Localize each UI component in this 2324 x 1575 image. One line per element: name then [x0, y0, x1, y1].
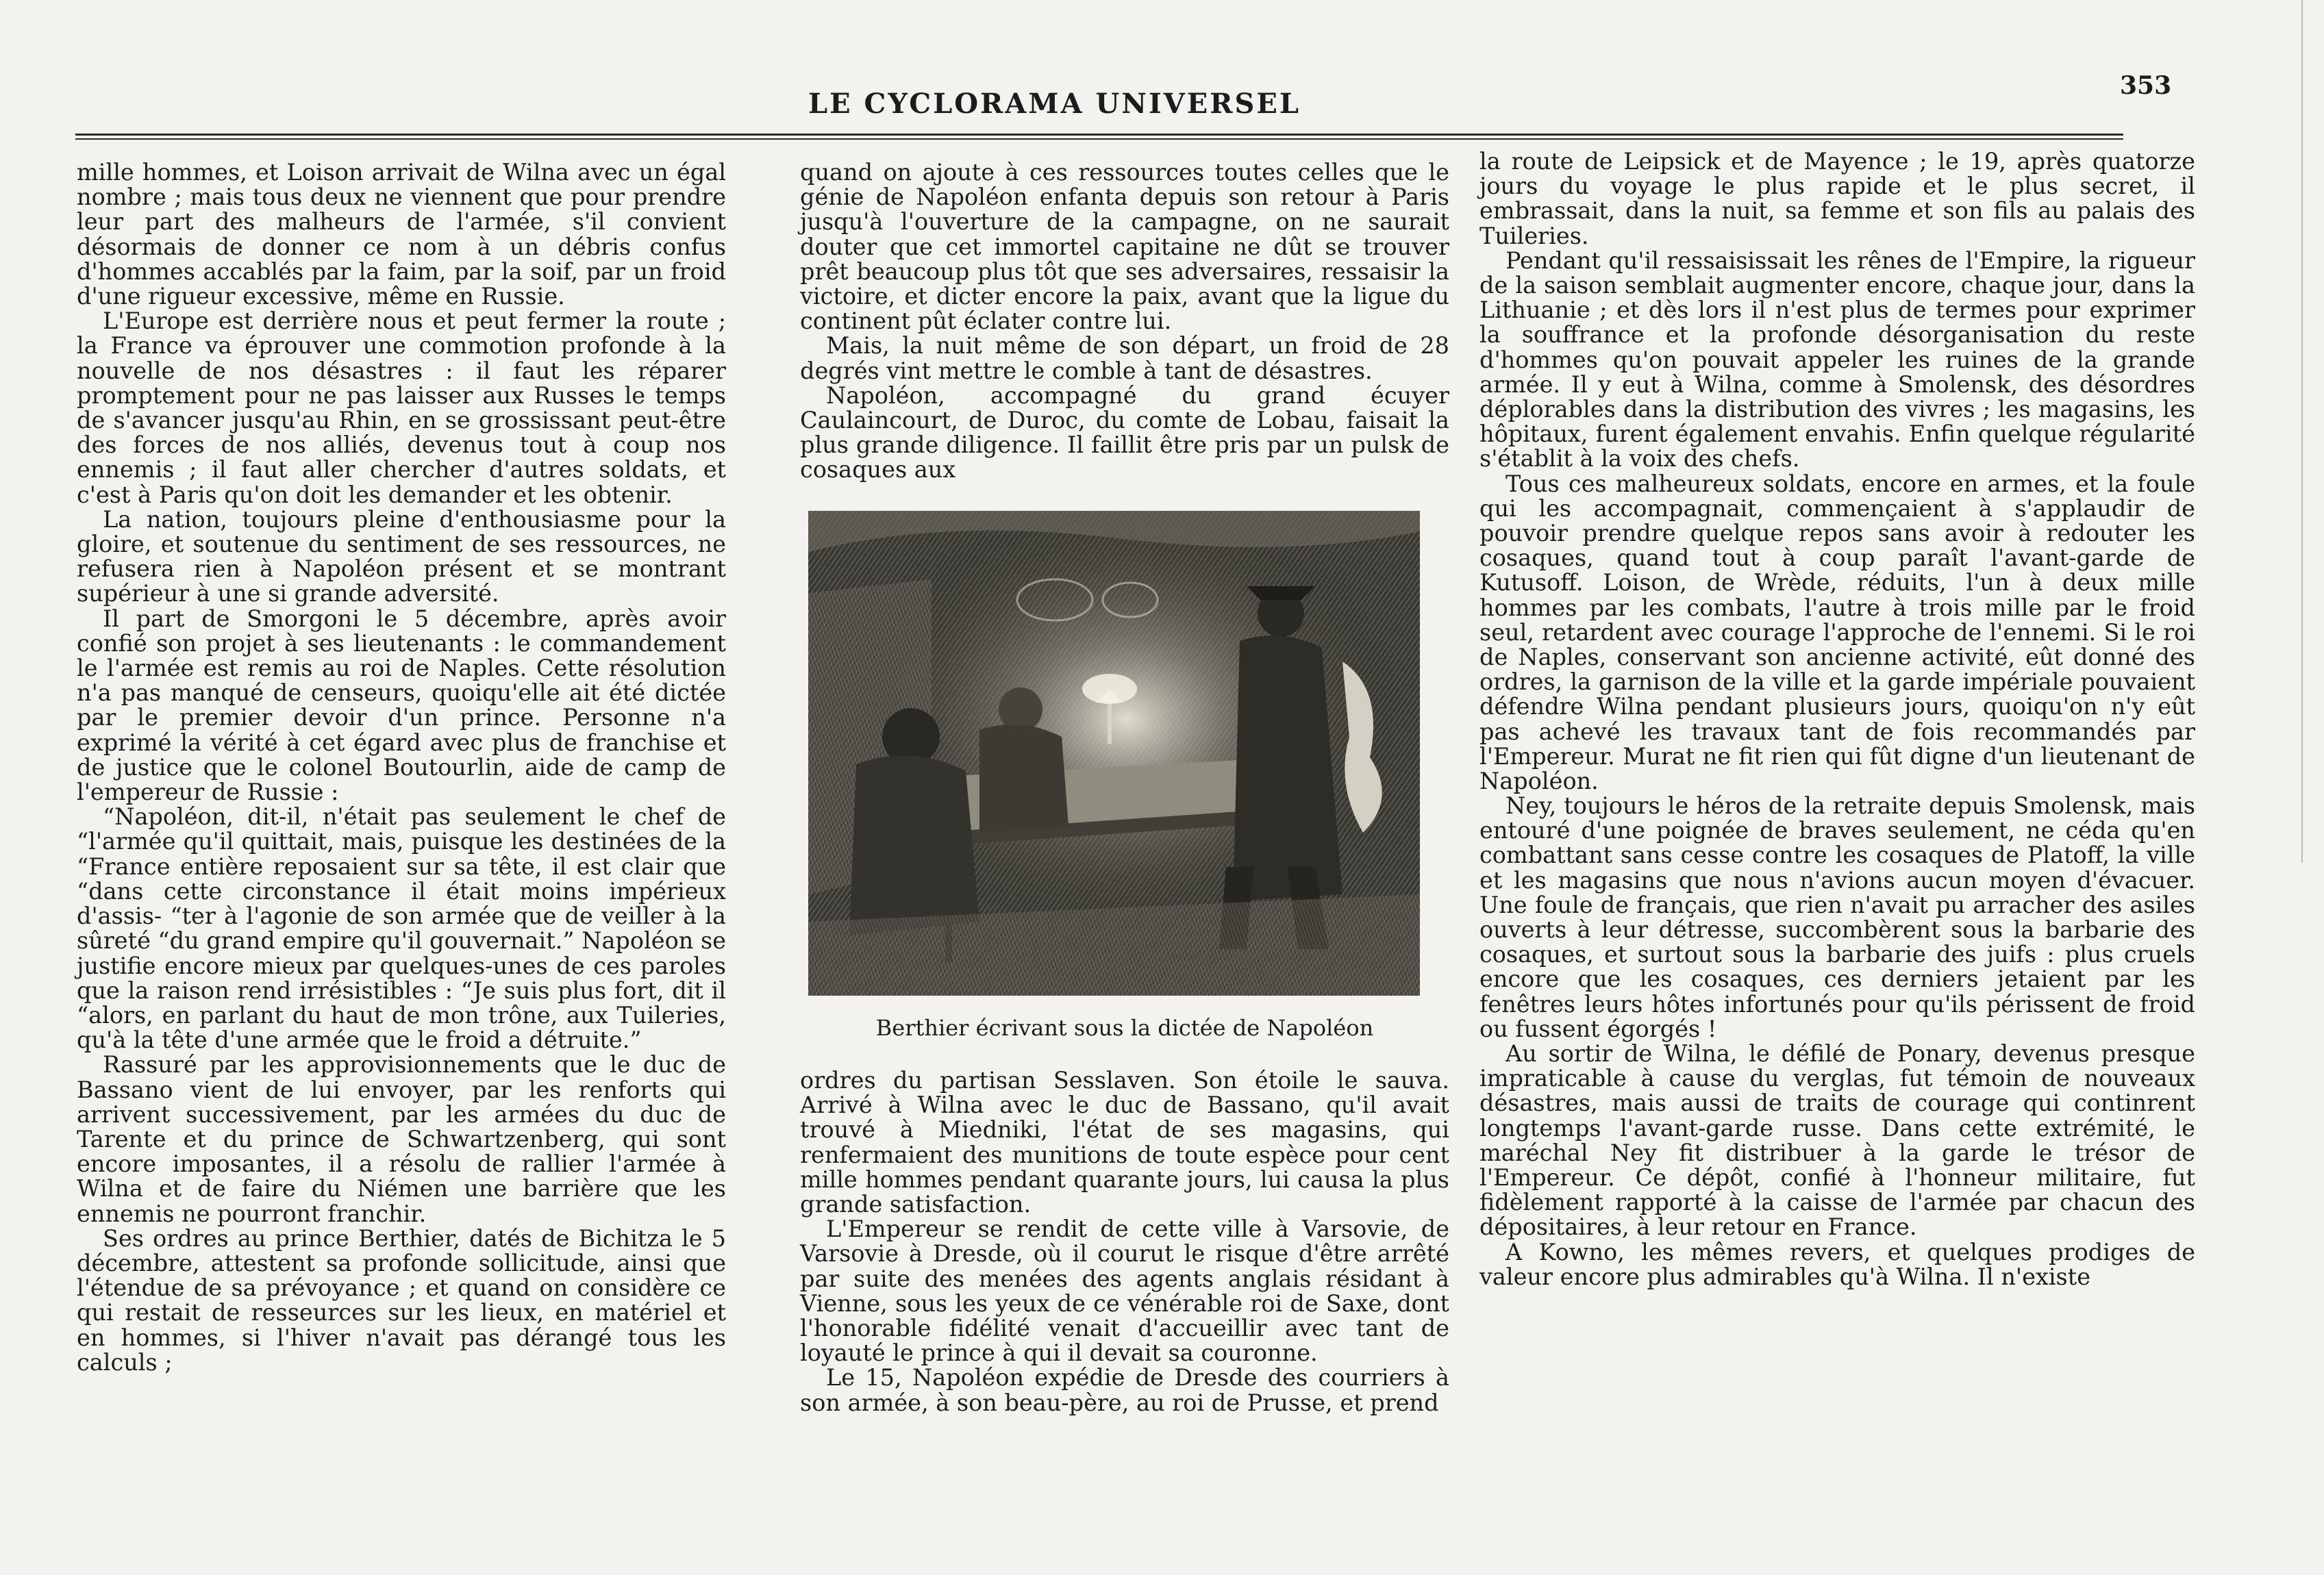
column-3-bottom: [1479, 794, 2195, 1289]
paragraph: Le 15, Napoléon expédie de Dresde des courriers à son armée, à son beau-père, au roi de Prusse, et prend: [800, 1364, 1449, 1416]
paragraph: Pendant qu'il ressaisissait les rênes de l'Empire, la rigueur de la saison semblait augmenter encore, chaque jour, dans la Lithuanie ; et dès lors il n'est plus de termes pour exprimer la souffrance et la profonde désorganisation du reste d'hommes qu'on pouvait appeler les ruines de la grande armée. Il y eut à Wilna, comme à Smolensk, des désordres déplorables dans la distribution des vivres ; les magasins, les hôpitaux, furent également envahis. Enfin quelque régularité s'établit à la voix des chefs.: [1479, 247, 2195, 473]
page-number: 353: [2120, 71, 2172, 100]
engraving-scene: [808, 511, 1420, 996]
paragraph: Il part de Smorgoni le 5 décembre, après avoir confié son projet à ses lieutenants : le commandement le l'armée est remis au roi de Naples. Cette résolution n'a pas manqué de censeurs, quoiqu'elle ait été dictée par le premier devoir d'un prince. Personne n'a exprimé la vérité à cet égard avec plus de franchise et de justice que le colonel Boutourlin, aide de camp de l'empereur de Russie :: [77, 605, 726, 806]
column-2-bottom: [800, 1068, 1449, 1415]
paragraph: Rassuré par les approvisionnements que le duc de Bassano vient de lui envoyer, par les renforts qui arrivent successivement, par les armées du duc de Tarente et du prince de Schwartzenberg, qui sont encore imposantes, il a résolu de rallier l'armée à Wilna et de faire du Niémen une barrière que les ennemis ne pourront franchir.: [77, 1051, 726, 1227]
paragraph: quand on ajoute à ces ressources toutes celles que le génie de Napoléon enfanta depuis son retour à Paris jusqu'à l'ouverture de la campagne, on ne saurait douter que cet immortel capitaine ne dût se trouver prêt beaucoup plus tôt que ses adversaires, ressaisir la victoire, et dicter encore la paix, avant que la ligue du continent pût éclater contre lui.: [800, 159, 1449, 335]
header-rule-top: [75, 134, 2123, 136]
paragraph: la route de Leipsick et de Mayence ; le 19, après quatorze jours du voyage le plus rapide et le plus secret, il embrassait, dans la nuit, sa femme et son fils au palais des Tuileries.: [1479, 148, 2195, 249]
journal-title: LE CYCLORAMA UNIVERSEL: [808, 88, 1301, 120]
paragraph: Mais, la nuit même de son départ, un froid de 28 degrés vint mettre le comble à tant de désastres.: [800, 332, 1449, 384]
paragraph: ordres du partisan Sesslaven. Son étoile le sauva. Arrivé à Wilna avec le duc de Bassano, qu'il avait trouvé à Miedniki, l'état de ses magasins, qui renfermaient des munitions de toute espèce pour cent mille hommes pendant quarante jours, lui causa la plus grande satisfaction.: [800, 1067, 1449, 1218]
paragraph: Au sortir de Wilna, le défilé de Ponary, devenus presque impraticable à cause du verglas, fut témoin de nouveaux désastres, mais aussi de traits de courage qui continrent longtemps l'avant-garde russe. Dans cette extrémité, le maréchal Ney fit distribuer à la garde le trésor de l'Empereur. Ce dépôt, confié à l'honneur militaire, fut fidèlement rapporté à la caisse de l'armée par chacun des dépositaires, à leur retour en France.: [1479, 1040, 2195, 1241]
paragraph: Ses ordres au prince Berthier, datés de Bichitza le 5 décembre, attestent sa profonde sollicitude, ainsi que l'étendue de sa prévoyance ; et quand on considère ce qui restait de resseurces sur les lieux, en matériel et en hommes, si l'hiver n'avait pas dérangé tous les calculs ;: [77, 1224, 726, 1376]
engraving-illustration: [808, 511, 1420, 996]
figure-caption: Berthier écrivant sous la dictée de Napoléon: [875, 1015, 1374, 1041]
header-rule-bottom: [75, 138, 2123, 140]
paragraph: L'Europe est derrière nous et peut fermer la route ; la France va éprouver une commotion profonde à la nouvelle de nos désastres : il faut les réparer promptement pour ne pas laisser aux Russes le temps de s'avancer jusqu'au Rhin, en se grossissant peut-être des forces de nos alliés, devenus tout à coup nos ennemis ; il faut aller chercher d'autres soldats, et c'est à Paris qu'on doit les demander et les obtenir.: [77, 307, 726, 508]
paragraph: Tous ces malheureux soldats, encore en armes, et la foule qui les accompagnait, commençaient à s'applaudir de pouvoir prendre quelque repos sans avoir à redouter les cosaques, quand tout à coup paraît l'avant-garde de Kutusoff. Loison, de Wrède, réduits, l'un à deux mille hommes par les combats, l'autre à trois mille par le froid seul, retardent avec courage l'approche de l'ennemi. Si le roi de Naples, conservant son ancienne activité, eût donné des ordres, la garnison de la ville et la garde impériale pouvaient défendre Wilna pendant plusieurs jours, quoiqu'on n'y eût pas achevé les travaux tant de fois recommandés par l'Empereur. Murat ne fit rien qui fût digne d'un lieutenant de Napoléon.: [1479, 470, 2195, 795]
page-edge-line: [2301, 0, 2303, 863]
paragraph: L'Empereur se rendit de cette ville à Varsovie, de Varsovie à Dresde, où il courut le risque d'être arrêté par suite des menées des agents anglais résidant à Vienne, sous les yeux de ce vénérable roi de Saxe, dont l'honorable fidélité venait d'accueillir avec tant de loyauté le prince à qui il devait sa couronne.: [800, 1215, 1449, 1367]
paragraph: Napoléon, accompagné du grand écuyer Caulaincourt, de Duroc, du comte de Lobau, faisait la plus grande diligence. Il faillit être pris par un pulsk de cosaques aux: [800, 381, 1449, 483]
paragraph: mille hommes, et Loison arrivait de Wilna avec un égal nombre ; mais tous deux ne viennent que pour prendre leur part des malheurs de l'armée, s'il convient désormais de donner ce nom à un débris confus d'hommes accablés par la faim, par la soif, par un froid d'une rigueur excessive, même en Russie.: [77, 159, 726, 310]
paragraph: A Kowno, les mêmes revers, et quelques prodiges de valeur encore plus admirables qu'à Wilna. Il n'existe: [1479, 1238, 2195, 1290]
column-3-top: [1479, 149, 2195, 794]
paragraph: Ney, toujours le héros de la retraite depuis Smolensk, mais entouré d'une poignée de braves seulement, ne céda qu'en combattant sans cesse contre les cosaques de Platoff, la ville et les magasins que nous n'avions aucun moyen d'évacuer. Une foule de français, que rien n'avait pu arracher des asiles ouverts à leur détresse, succombèrent sous la barbarie des cosaques, et surtout sous la barbarie des juifs : plus cruels encore que les cosaques, ces derniers jetaient par les fenêtres leurs hôtes infortunés pour qu'ils périssent de froid ou fussent égorgés !: [1479, 792, 2195, 1042]
column-2-top: [800, 160, 1449, 483]
column-1: [77, 160, 726, 1375]
quotation: “Napoléon, dit-il, n'était pas seulement le chef de “l'armée qu'il quittait, mais, puisque les destinées de la “France entière reposaient sur sa tête, il est clair que “dans cette circonstance il était moins impérieux d'assis- “ter à l'agonie de son armée que de veiller à la sûreté “du grand empire qu'il gouvernait.” Napoléon se justifie encore mieux par quelques-unes de ces paroles que la raison rend irrésistibles : “Je suis plus fort, dit il “alors, en parlant du haut de mon trône, aux Tuileries, qu'à la tête d'une armée que le froid a détruite.”: [77, 803, 726, 1054]
paragraph: La nation, toujours pleine d'enthousiasme pour la gloire, et soutenue du sentiment de ses ressources, ne refusera rien à Napoléon présent et se montrant supérieur à une si grande adversité.: [77, 505, 726, 607]
